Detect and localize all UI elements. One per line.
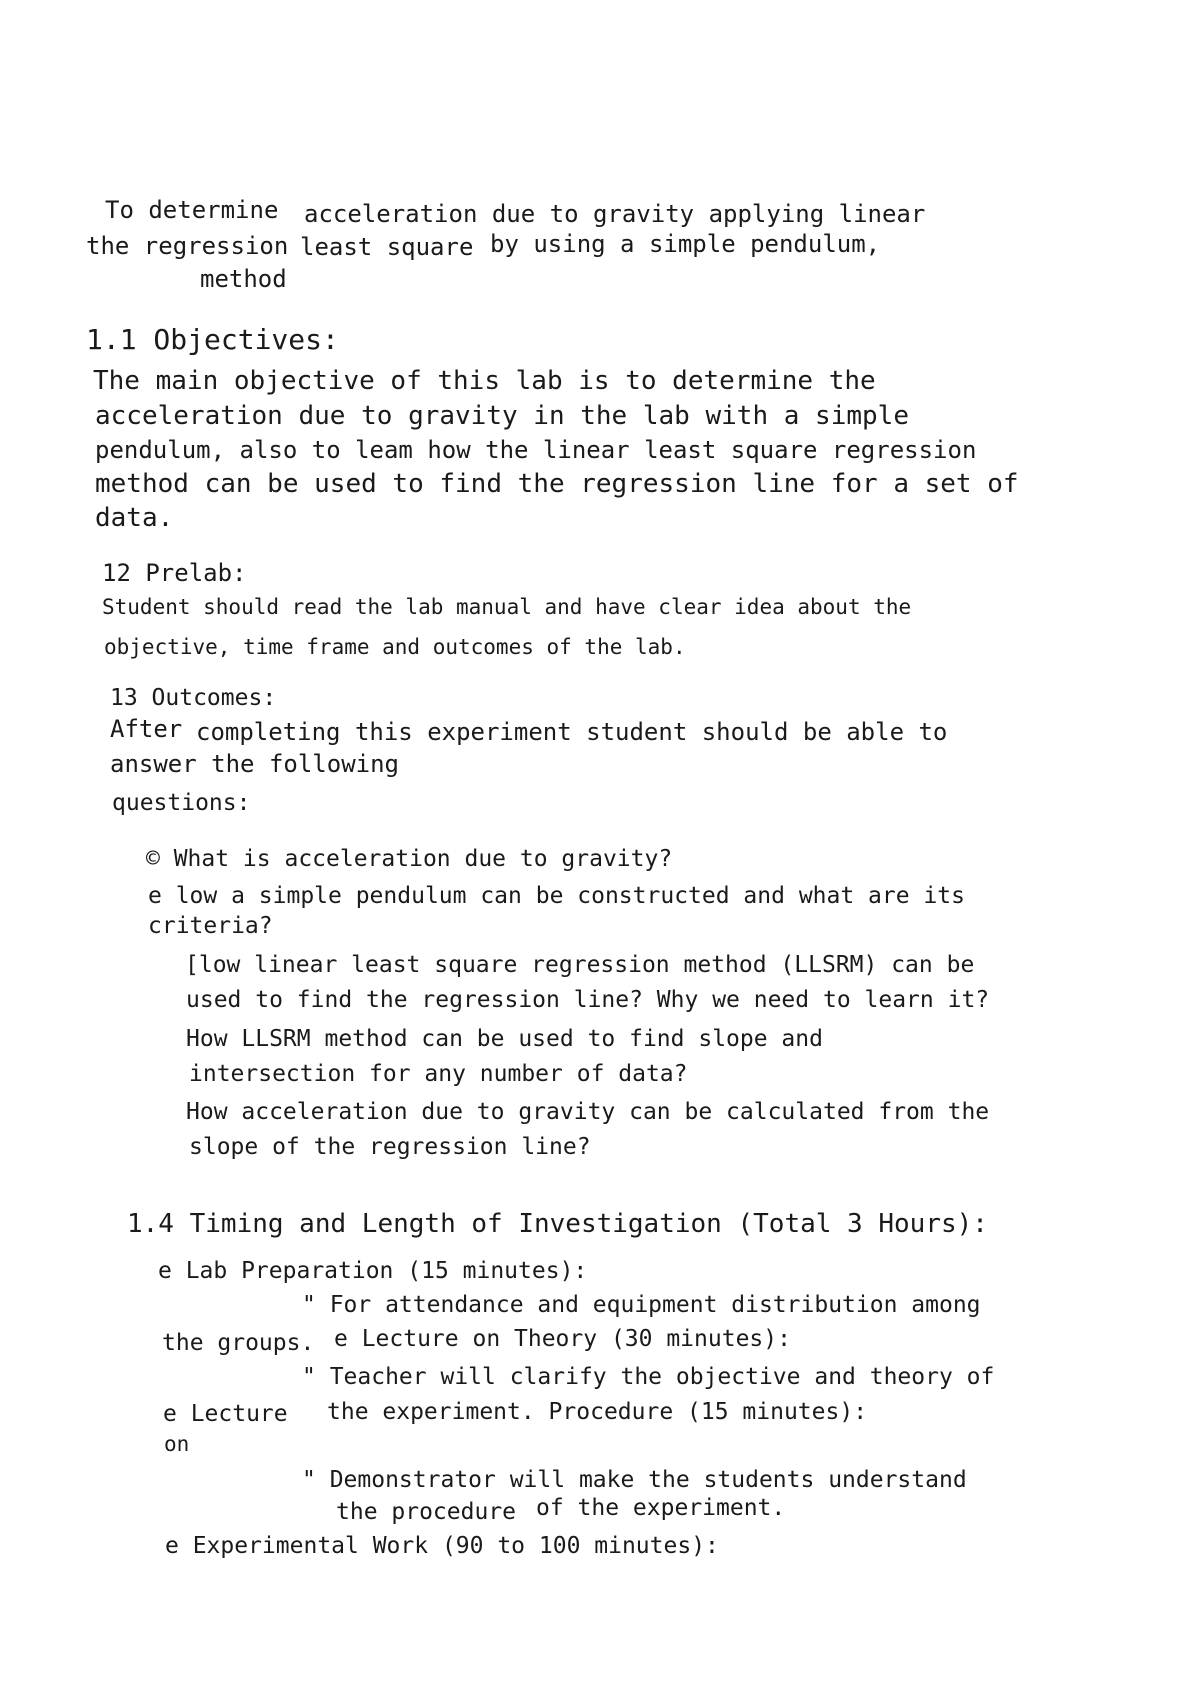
outcome-question-2b: criteria?	[148, 913, 273, 939]
timing-line-7: " Demonstrator will make the students understand	[302, 1467, 967, 1493]
outcomes-intro-d: questions:	[112, 790, 251, 816]
outcome-question-1: © What is acceleration due to gravity?	[146, 846, 673, 872]
title-text-2: acceleration due to gravity applying linear	[304, 200, 926, 228]
outcomes-heading: 13 Outcomes:	[110, 685, 277, 711]
outcome-question-4b: intersection for any number of data?	[189, 1061, 688, 1087]
timing-line-6: on	[164, 1432, 190, 1456]
outcome-question-5b: slope of the regression line?	[189, 1134, 591, 1160]
objectives-line-3: pendulum, also to leam how the linear least square regression	[95, 436, 977, 464]
outcome-question-2a: e low a simple pendulum can be constructed and what are its	[148, 883, 965, 909]
title-text-6: method	[200, 265, 287, 293]
outcome-question-4a: How LLSRM method can be used to find slope and	[186, 1026, 823, 1052]
timing-line-8b: of the experiment.	[536, 1495, 786, 1521]
objectives-line-5: data.	[95, 503, 174, 533]
outcome-question-3a: [low linear least square regression method (LLSRM) can be	[185, 952, 975, 978]
objectives-heading: 1.1 Objectives:	[86, 323, 339, 356]
prelab-line-1: Student should read the lab manual and have clear idea about the	[102, 595, 912, 619]
timing-line-4: " Teacher will clarify the objective and theory of	[302, 1364, 995, 1390]
objectives-line-1: The main objective of this lab is to determine the	[93, 366, 876, 396]
timing-heading: 1.4 Timing and Length of Investigation (Total 3 Hours):	[127, 1209, 988, 1239]
title-text-3: the regression	[86, 232, 289, 260]
prelab-line-2: objective, time frame and outcomes of the lab.	[104, 635, 686, 659]
title-text-4: least square	[300, 233, 474, 261]
prelab-heading: 12 Prelab:	[102, 559, 247, 587]
timing-line-3a: the groups.	[162, 1330, 315, 1356]
objectives-line-2: acceleration due to gravity in the lab with a simple	[95, 401, 909, 431]
title-text-5: by using a simple pendulum,	[490, 230, 881, 258]
outcomes-intro-c: answer the following	[110, 750, 399, 778]
timing-line-3b: e Lecture on Theory (30 minutes):	[334, 1326, 791, 1352]
timing-line-1: e Lab Preparation (15 minutes):	[158, 1258, 588, 1284]
objectives-line-4: method can be used to find the regression line for a set of	[95, 469, 1019, 499]
timing-line-2: " For attendance and equipment distribution among	[302, 1292, 981, 1318]
outcomes-intro-b: completing this experiment student should be able to	[196, 718, 948, 746]
outcomes-intro-a: After	[110, 715, 183, 743]
timing-line-8a: the procedure	[336, 1499, 517, 1525]
timing-line-5b: the experiment. Procedure (15 minutes):	[327, 1399, 868, 1425]
outcome-question-5a: How acceleration due to gravity can be calculated from the	[186, 1099, 990, 1125]
timing-line-9: e Experimental Work (90 to 100 minutes):	[165, 1533, 719, 1559]
timing-line-5a: e Lecture	[163, 1401, 288, 1427]
outcome-question-3b: used to find the regression line? Why we need to learn it?	[186, 987, 990, 1013]
title-text-1: To determine	[105, 196, 279, 224]
